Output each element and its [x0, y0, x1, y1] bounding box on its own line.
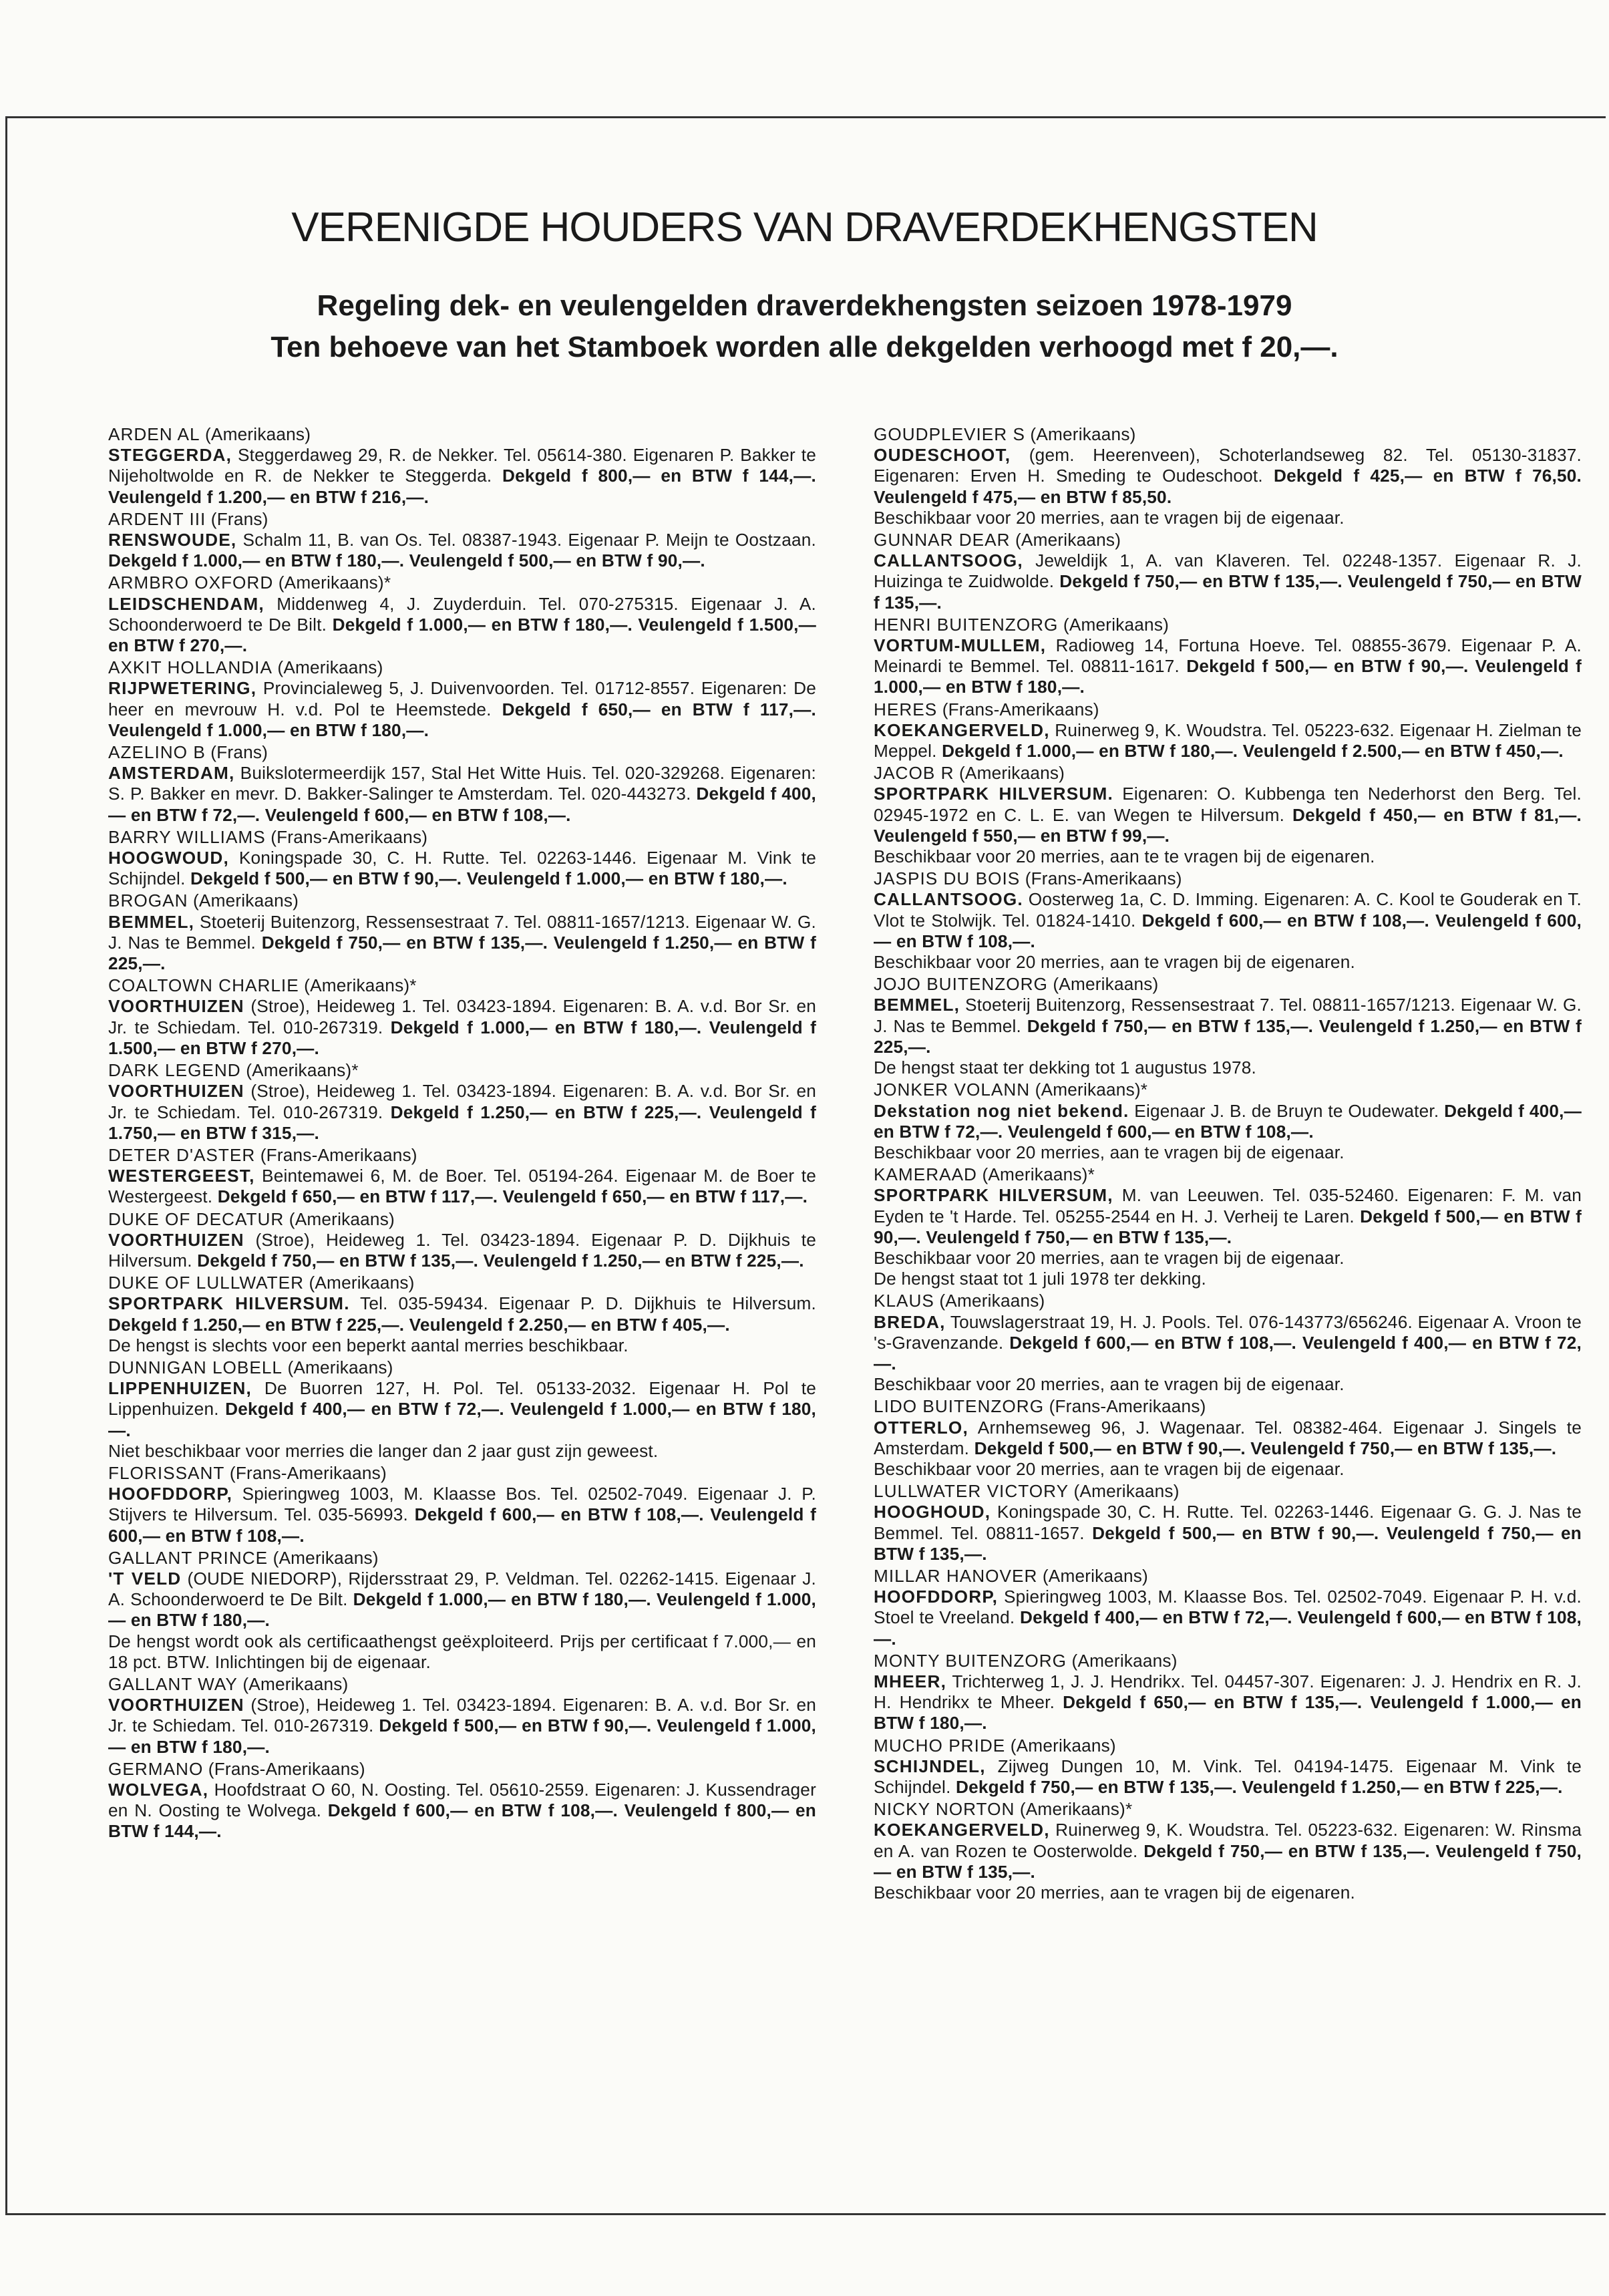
- stud-location: HOOGHOUD,: [874, 1502, 991, 1522]
- stud-details: De Buorren 127, H. Pol. Tel. 05133-2032. Eigenaar H. Pol te Lippenhuizen.: [108, 1378, 816, 1420]
- fee-details: Dekgeld f 600,— en BTW f 108,—. Veulengeld f 600,— en BTW f 108,—.: [874, 910, 1582, 951]
- entry-note: Beschikbaar voor 20 merries, aan te vragen bij de eigenaar.: [874, 1458, 1345, 1479]
- stallion-entry: [874, 1651, 1582, 1734]
- stallion-name: ARDENT III: [108, 508, 206, 529]
- stallion-name: HERES: [874, 699, 938, 719]
- stallion-name: DUNNIGAN LOBELL: [108, 1357, 283, 1377]
- stud-details: Ruinerweg 9, K. Woudstra. Tel. 05223-632. Eigenaren: W. Rinsma en A. van Rozen te Oosterwolde.: [874, 1820, 1582, 1861]
- stud-details: Arnhemseweg 96, J. Wagenaar. Tel. 08382-464. Eigenaar J. Singels te Amsterdam.: [874, 1417, 1582, 1458]
- stallion-name: MUCHO PRIDE: [874, 1735, 1006, 1756]
- stud-details: Steggerdaweg 29, R. de Nekker. Tel. 05614-380. Eigenaren P. Bakker te Nijeholtwolde en R. de Nekker te Steggerda.: [108, 445, 816, 486]
- stud-location: MHEER,: [874, 1671, 947, 1691]
- stallion-entry: [108, 827, 816, 890]
- stallion-name: AXKIT HOLLANDIA: [108, 657, 273, 678]
- stallion-origin: (Amerikaans): [277, 657, 383, 678]
- stud-details: Schalm 11, B. van Os. Tel. 08387-1943. Eigenaar P. Meijn te Oostzaan.: [242, 530, 816, 550]
- stud-location: BREDA,: [874, 1311, 946, 1332]
- entry-note: Beschikbaar voor 20 merries, aan te vragen bij de eigenaren.: [874, 1882, 1355, 1903]
- stallion-origin: (Frans-Amerikaans): [271, 826, 428, 847]
- stallion-name: KLAUS: [874, 1291, 934, 1311]
- stallion-origin: (Amerikaans): [309, 1273, 415, 1293]
- stallion-name: MILLAR HANOVER: [874, 1565, 1038, 1586]
- stallion-entry: [874, 1799, 1582, 1903]
- fee-details: Dekgeld f 750,— en BTW f 135,—. Veulengeld f 750,— en BTW f 135,—.: [874, 1840, 1582, 1882]
- stallion-entry: [874, 763, 1582, 867]
- stallion-origin: (Amerikaans): [1030, 424, 1136, 444]
- stallion-origin: (Frans): [210, 508, 269, 529]
- page-title: VERENIGDE HOUDERS VAN DRAVERDEKHENGSTEN: [291, 204, 1318, 251]
- stallion-origin: (Frans-Amerikaans): [208, 1758, 365, 1779]
- stud-details: (Stroe), Heideweg 1. Tel. 03423-1894. Eigenaren: B. A. v.d. Bor Sr. en Jr. te Schiedam. Tel. 010-267319.: [108, 996, 816, 1037]
- stallion-entry: [874, 1396, 1582, 1480]
- stud-location: WOLVEGA,: [108, 1780, 209, 1800]
- stallion-origin: (Amerikaans)*: [1035, 1080, 1148, 1100]
- stallion-origin: (Amerikaans): [287, 1357, 393, 1377]
- fee-details: Dekgeld f 750,— en BTW f 135,—. Veulengeld f 1.250,— en BTW f 225,—.: [197, 1250, 804, 1271]
- fee-details: Dekgeld f 500,— en BTW f 90,—. Veulengeld f 1.000,— en BTW f 180,—.: [108, 1715, 816, 1757]
- stud-location: VOORTHUIZEN: [108, 1695, 244, 1715]
- stallion-entry: [874, 1164, 1582, 1289]
- stallion-name: AZELINO B: [108, 742, 206, 763]
- stallion-origin: (Amerikaans): [958, 763, 1065, 784]
- fee-details: Dekgeld f 1.000,— en BTW f 180,—. Veulengeld f 1.500,— en BTW f 270,—.: [108, 1017, 816, 1058]
- stallion-name: DUKE OF LULLWATER: [108, 1273, 304, 1293]
- fee-details: Dekgeld f 750,— en BTW f 135,—. Veulengeld f 1.250,— en BTW f 225,—.: [108, 932, 816, 974]
- stallion-origin: (Amerikaans): [1073, 1481, 1180, 1502]
- stallion-entry: [108, 1060, 816, 1144]
- entry-note: De hengst wordt ook als certificaathengst geëxploiteerd. Prijs per certificaat f 7.000,— en 18 pct. BTW. Inlichtingen bij de eigenaar.: [108, 1631, 816, 1672]
- stallion-name: GOUDPLEVIER S: [874, 424, 1025, 444]
- stud-location: RENSWOUDE,: [108, 530, 237, 550]
- stallion-name: FLORISSANT: [108, 1462, 225, 1483]
- stud-location: CALLANTSOOG,: [874, 550, 1023, 571]
- fee-details: Dekgeld f 1.250,— en BTW f 225,—. Veulengeld f 2.250,— en BTW f 405,—.: [108, 1314, 730, 1335]
- stallion-origin: (Amerikaans): [939, 1291, 1045, 1311]
- stallion-origin: (Amerikaans): [1071, 1650, 1178, 1671]
- stud-details: Ruinerweg 9, K. Woudstra. Tel. 05223-632. Eigenaar H. Zielman te Meppel.: [874, 719, 1582, 762]
- stallion-entry: [108, 1463, 816, 1546]
- fee-details: Dekgeld f 400,— en BTW f 72,—. Veulengeld f 600,— en BTW f 108,—.: [108, 784, 816, 825]
- stallion-origin: (Amerikaans)*: [1019, 1799, 1133, 1820]
- stallion-origin: (Amerikaans): [1010, 1735, 1116, 1756]
- fee-details: Dekgeld f 500,— en BTW f 90,—. Veulengeld f 750,— en BTW f 135,—.: [874, 1522, 1582, 1564]
- fee-details: Dekgeld f 450,— en BTW f 81,—. Veulengeld f 550,— en BTW f 99,—.: [874, 804, 1582, 846]
- stallion-name: DARK LEGEND: [108, 1060, 241, 1081]
- stud-details: Koningspade 30, C. H. Rutte. Tel. 02263-1446. Eigenaar G. G. J. Nas te Bemmel. Tel. 08811-1657.: [874, 1502, 1582, 1543]
- stud-location: AMSTERDAM,: [108, 763, 235, 784]
- stallion-origin: (Amerikaans): [1015, 530, 1121, 550]
- stud-details: Buikslotermeerdijk 157, Stal Het Witte Huis. Tel. 020-329268. Eigenaren: S. P. Bakker en mevr. D. Bakker-Salinger te Amsterdam. Tel. 020-443273.: [108, 763, 816, 804]
- stallion-name: LIDO BUITENZORG: [874, 1396, 1045, 1417]
- stud-location: HOOFDDORP,: [874, 1587, 999, 1607]
- stallion-origin: (Amerikaans)*: [278, 572, 391, 593]
- fee-details: Dekgeld f 1.000,— en BTW f 180,—. Veulengeld f 2.500,— en BTW f 450,—.: [942, 741, 1564, 762]
- stud-location: VORTUM-MULLEM,: [874, 635, 1047, 656]
- stud-location: Dekstation nog niet bekend.: [874, 1100, 1129, 1121]
- stud-location: RIJPWETERING,: [108, 678, 257, 699]
- entry-note: De hengst is slechts voor een beperkt aantal merries beschikbaar.: [108, 1335, 629, 1355]
- stallion-name: GALLANT PRINCE: [108, 1547, 269, 1568]
- stallion-name: JONKER VOLANN: [874, 1080, 1031, 1100]
- fee-details: Dekgeld f 600,— en BTW f 108,—. Veulengeld f 600,— en BTW f 108,—.: [108, 1504, 816, 1546]
- stud-location: BEMMEL,: [874, 995, 960, 1015]
- stud-location: BEMMEL,: [108, 911, 195, 932]
- entry-note: Beschikbaar voor 20 merries, aan te vragen bij de eigenaren.: [874, 952, 1355, 973]
- stallion-origin: (Frans-Amerikaans): [942, 699, 1099, 719]
- stud-details: (Stroe), Heideweg 1. Tel. 03423-1894. Eigenaren: B. A. v.d. Bor Sr. en Jr. te Schiedam. Tel. 010-267319.: [108, 1695, 816, 1736]
- stallion-entry: [108, 1145, 816, 1208]
- stallion-origin: (Amerikaans): [192, 890, 299, 911]
- stallion-name: ARMBRO OXFORD: [108, 572, 274, 593]
- stud-details: Eigenaar J. B. de Bruyn te Oudewater.: [1134, 1100, 1439, 1121]
- fee-details: Dekgeld f 425,— en BTW f 76,50. Veulengeld f 475,— en BTW f 85,50.: [874, 466, 1582, 507]
- stud-location: SPORTPARK HILVERSUM.: [108, 1293, 350, 1314]
- stallion-origin: (Frans-Amerikaans): [260, 1144, 417, 1165]
- stallion-origin: (Amerikaans): [289, 1208, 395, 1229]
- stud-location: OUDESCHOOT,: [874, 445, 1011, 466]
- stud-location: LEIDSCHENDAM,: [108, 593, 264, 614]
- stallion-origin: (Frans): [210, 742, 269, 763]
- stallion-entry: [874, 868, 1582, 973]
- stallion-name: HENRI BUITENZORG: [874, 614, 1059, 635]
- stud-details: Provincialeweg 5, J. Duivenvoorden. Tel. 01712-8557. Eigenaren: De heer en mevrouw H. v.d. Pol te Heemstede.: [108, 678, 816, 719]
- stallion-entry: [108, 1273, 816, 1356]
- stud-location: WESTERGEEST,: [108, 1166, 255, 1186]
- subtitle-stamboek: Ten behoeve van het Stamboek worden alle dekgelden verhoogd met f 20,—.: [271, 331, 1338, 363]
- entry-note: Beschikbaar voor 20 merries, aan te te vragen bij de eigenaren.: [874, 846, 1375, 867]
- stallion-entry: [874, 530, 1582, 613]
- stallion-origin: (Frans-Amerikaans): [229, 1462, 387, 1483]
- stallion-origin: (Amerikaans): [1063, 614, 1170, 635]
- stud-details: Spieringweg 1003, M. Klaasse Bos. Tel. 02502-7049. Eigenaar J. P. Stijvers te Hilversum. Tel. 035-56993.: [108, 1484, 816, 1525]
- stallion-entry: [108, 975, 816, 1059]
- stud-details: Trichterweg 1, J. J. Hendrikx. Tel. 04457-307. Eigenaren: J. J. Hendrix en R. J. H. Hendrikx te Mheer.: [874, 1671, 1582, 1713]
- stallion-entry: [874, 1481, 1582, 1565]
- fee-details: Dekgeld f 1.000,— en BTW f 180,—. Veulengeld f 500,— en BTW f 90,—.: [108, 550, 705, 571]
- stud-details: Koningspade 30, C. H. Rutte. Tel. 02263-1446. Eigenaar M. Vink te Schijndel.: [108, 848, 816, 889]
- fee-details: Dekgeld f 650,— en BTW f 117,—. Veulengeld f 650,— en BTW f 117,—.: [217, 1186, 808, 1207]
- stallion-entry: [108, 1548, 816, 1673]
- stallion-name: JOJO BUITENZORG: [874, 974, 1048, 995]
- stud-location: SPORTPARK HILVERSUM,: [874, 1185, 1113, 1206]
- stallion-origin: (Amerikaans): [1053, 974, 1159, 995]
- stud-details: Hoofdstraat O 60, N. Oosting. Tel. 05610-2559. Eigenaren: J. Kussendrager en N. Oosting te Wolvega.: [108, 1780, 816, 1821]
- stud-location: HOOGWOUD,: [108, 848, 230, 868]
- fee-details: Dekgeld f 500,— en BTW f 90,—. Veulengeld f 750,— en BTW f 135,—.: [874, 1206, 1582, 1247]
- stallion-name: JASPIS DU BOIS: [874, 868, 1021, 889]
- stallion-entry: [108, 509, 816, 572]
- fee-details: Dekgeld f 400,— en BTW f 72,—. Veulengeld f 600,— en BTW f 108,—.: [874, 1100, 1582, 1142]
- stallion-entry: [874, 1566, 1582, 1649]
- stud-location: VOORTHUIZEN: [108, 1229, 244, 1250]
- fee-details: Dekgeld f 500,— en BTW f 90,—. Veulengeld f 1.000,— en BTW f 180,—.: [190, 868, 787, 889]
- stud-location: STEGGERDA,: [108, 445, 232, 466]
- stud-location: HOOFDDORP,: [108, 1484, 233, 1504]
- stud-details: (Stroe), Heideweg 1. Tel. 03423-1894. Eigenaren: B. A. v.d. Bor Sr. en Jr. te Schiedam. Tel. 010-267319.: [108, 1081, 816, 1122]
- entry-note: De hengst staat ter dekking tot 1 augustus 1978.: [874, 1057, 1257, 1078]
- stud-details: Stoeterij Buitenzorg, Ressensestraat 7. Tel. 08811-1657/1213. Eigenaar W. G. J. Nas te Bemmel.: [108, 911, 816, 953]
- fee-details: Dekgeld f 400,— en BTW f 72,—. Veulengeld f 1.000,— en BTW f 180,—.: [108, 1399, 816, 1440]
- stallion-entry: [108, 1209, 816, 1272]
- stallion-name: BROGAN: [108, 890, 188, 911]
- stallion-entry: [874, 424, 1582, 528]
- stallion-origin: (Amerikaans): [1042, 1565, 1148, 1586]
- stallion-name: GUNNAR DEAR: [874, 530, 1011, 550]
- stallion-name: COALTOWN CHARLIE: [108, 975, 299, 996]
- stallion-entry: [108, 572, 816, 656]
- stallion-entry: [874, 615, 1582, 698]
- stallion-entry: [108, 424, 816, 508]
- stallion-entry: [874, 1080, 1582, 1163]
- fee-details: Dekgeld f 1.250,— en BTW f 225,—. Veulengeld f 1.750,— en BTW f 315,—.: [108, 1102, 816, 1143]
- fee-details: Dekgeld f 500,— en BTW f 90,—. Veulengeld f 1.000,— en BTW f 180,—.: [874, 656, 1582, 697]
- fee-details: Dekgeld f 400,— en BTW f 72,—. Veulengeld f 600,— en BTW f 108,—.: [874, 1607, 1582, 1649]
- stallion-entry: [108, 657, 816, 741]
- stallion-name: LULLWATER VICTORY: [874, 1481, 1069, 1502]
- stud-location: OTTERLO,: [874, 1417, 968, 1438]
- entry-note: Beschikbaar voor 20 merries, aan te vragen bij de eigenaar.: [874, 507, 1345, 528]
- fee-details: Dekgeld f 600,— en BTW f 108,—. Veulengeld f 800,— en BTW f 144,—.: [108, 1800, 816, 1842]
- stallion-entry: [874, 699, 1582, 762]
- stallion-name: DETER D'ASTER: [108, 1144, 256, 1165]
- stallion-entry: [108, 742, 816, 826]
- stallion-name: KAMERAAD: [874, 1164, 977, 1185]
- entry-note: Niet beschikbaar voor merries die langer dan 2 jaar gust zijn geweest.: [108, 1440, 659, 1461]
- entry-note: Beschikbaar voor 20 merries, aan te vragen bij de eigenaar.: [874, 1374, 1345, 1395]
- stud-details: (Stroe), Heideweg 1. Tel. 03423-1894. Eigenaar P. D. Dijkhuis te Hilversum.: [108, 1229, 816, 1271]
- stallion-entry: [874, 1291, 1582, 1395]
- stud-details: Eigenaren: O. Kubbenga ten Nederhorst den Berg. Tel. 02945-1972 en C. L. E. van Wegen te Hilversum.: [874, 784, 1582, 825]
- stallion-name: MONTY BUITENZORG: [874, 1650, 1067, 1671]
- stallion-origin: (Amerikaans): [273, 1547, 379, 1568]
- stud-details: Oosterweg 1a, C. D. Imming. Eigenaren: A. C. Kool te Gouderak en T. Vlot te Stolwijk. Tel. 01824-1410.: [874, 889, 1582, 931]
- stud-details: Stoeterij Buitenzorg, Ressensestraat 7. Tel. 08811-1657/1213. Eigenaar W. G. J. Nas te Bemmel.: [874, 995, 1582, 1036]
- stud-location: SPORTPARK HILVERSUM.: [874, 784, 1114, 804]
- stallion-origin: (Amerikaans)*: [246, 1060, 359, 1081]
- stallion-entry: [874, 974, 1582, 1078]
- fee-details: Dekgeld f 750,— en BTW f 135,—. Veulengeld f 1.250,— en BTW f 225,—.: [874, 1015, 1582, 1057]
- stud-location: KOEKANGERVELD,: [874, 1820, 1050, 1840]
- stallion-origin: (Amerikaans): [205, 424, 311, 444]
- entry-note: Beschikbaar voor 20 merries, aan te vragen bij de eigenaar.: [874, 1142, 1345, 1162]
- stallion-name: ARDEN AL: [108, 424, 200, 444]
- stud-details: (gem. Heerenveen), Schoterlandseweg 82. Tel. 05130-31837. Eigenaren: Erven H. Smeding te Oudeschoot.: [874, 445, 1582, 486]
- entry-note: Beschikbaar voor 20 merries, aan te vragen bij de eigenaar.: [874, 1247, 1345, 1268]
- stud-details: M. van Leeuwen. Tel. 035-52460. Eigenaren: F. M. van Eyden te 't Harde. Tel. 05255-2544 en H. J. Verheij te Laren.: [874, 1185, 1582, 1226]
- stud-details: (OUDE NIEDORP), Rijdersstraat 29, P. Veldman. Tel. 02262-1415. Eigenaar J. A. Schoonderwoerd te De Bilt.: [108, 1568, 816, 1610]
- stud-location: KOEKANGERVELD,: [874, 719, 1050, 740]
- stud-details: Touwslagerstraat 19, H. J. Pools. Tel. 076-143773/656246. Eigenaar A. Vroon te 's-Gravenzande.: [874, 1311, 1582, 1353]
- stallion-entry: [874, 1736, 1582, 1798]
- stallion-name: DUKE OF DECATUR: [108, 1208, 285, 1229]
- stallion-entry: [108, 1357, 816, 1462]
- stud-location: 'T VELD: [108, 1568, 182, 1589]
- stud-location: LIPPENHUIZEN,: [108, 1378, 252, 1399]
- stallion-entry: [108, 890, 816, 974]
- fee-details: Dekgeld f 650,— en BTW f 135,—. Veulengeld f 1.000,— en BTW f 180,—.: [874, 1692, 1582, 1734]
- stallion-name: NICKY NORTON: [874, 1799, 1015, 1820]
- entry-note: De hengst staat tot 1 juli 1978 ter dekking.: [874, 1269, 1206, 1289]
- subtitle-season: Regeling dek- en veulengelden draverdekhengsten seizoen 1978-1979: [317, 289, 1292, 322]
- stud-details: Spieringweg 1003, M. Klaasse Bos. Tel. 02502-7049. Eigenaar P. H. v.d. Stoel te Vreeland.: [874, 1587, 1582, 1628]
- stallion-name: GERMANO: [108, 1758, 204, 1779]
- stud-details: Middenweg 4, J. Zuyderduin. Tel. 070-275315. Eigenaar J. A. Schoonderwoerd te De Bilt.: [108, 593, 817, 635]
- right-column: [874, 424, 1582, 1905]
- stud-location: SCHIJNDEL,: [874, 1756, 986, 1776]
- stud-location: CALLANTSOOG.: [874, 889, 1023, 910]
- fee-details: Dekgeld f 1.000,— en BTW f 180,—. Veulengeld f 1.500,— en BTW f 270,—.: [108, 614, 816, 656]
- stallion-entry: [108, 1759, 816, 1842]
- fee-details: Dekgeld f 750,— en BTW f 135,—. Veulengeld f 1.250,— en BTW f 225,—.: [956, 1777, 1563, 1797]
- stallion-name: JACOB R: [874, 763, 954, 784]
- fee-details: Dekgeld f 500,— en BTW f 90,—. Veulengeld f 750,— en BTW f 135,—.: [974, 1438, 1557, 1458]
- stallion-origin: (Amerikaans): [242, 1673, 349, 1694]
- fee-details: Dekgeld f 800,— en BTW f 144,—. Veulengeld f 1.200,— en BTW f 216,—.: [108, 466, 816, 507]
- left-column: [108, 424, 816, 1844]
- stud-details: Jeweldijk 1, A. van Klaveren. Tel. 02248-1357. Eigenaar R. J. Huizinga te Zuidwolde.: [874, 550, 1582, 592]
- stallion-name: GALLANT WAY: [108, 1673, 238, 1694]
- stallion-origin: (Amerikaans)*: [304, 975, 417, 996]
- stud-details: Beintemawei 6, M. de Boer. Tel. 05194-264. Eigenaar M. de Boer te Westergeest.: [108, 1166, 816, 1207]
- fee-details: Dekgeld f 650,— en BTW f 117,—. Veulengeld f 1.000,— en BTW f 180,—.: [108, 699, 816, 740]
- fee-details: Dekgeld f 1.000,— en BTW f 180,—. Veulengeld f 1.000,— en BTW f 180,—.: [108, 1589, 816, 1631]
- stud-details: Tel. 035-59434. Eigenaar P. D. Dijkhuis te Hilversum.: [360, 1293, 816, 1314]
- fee-details: Dekgeld f 600,— en BTW f 108,—. Veulengeld f 400,— en BTW f 72,—.: [874, 1332, 1582, 1373]
- fee-details: Dekgeld f 750,— en BTW f 135,—. Veulengeld f 750,— en BTW f 135,—.: [874, 571, 1582, 613]
- stud-details: Radioweg 14, Fortuna Hoeve. Tel. 08855-3679. Eigenaar P. A. Meinardi te Bemmel. Tel. 08811-1617.: [874, 635, 1582, 677]
- stallion-name: BARRY WILLIAMS: [108, 826, 266, 847]
- stallion-origin: (Amerikaans)*: [982, 1164, 1095, 1185]
- stallion-entry: [108, 1674, 816, 1758]
- stud-location: VOORTHUIZEN: [108, 996, 244, 1017]
- stallion-origin: (Frans-Amerikaans): [1025, 868, 1182, 889]
- stud-details: Zijweg Dungen 10, M. Vink. Tel. 04194-1475. Eigenaar M. Vink te Schijndel.: [874, 1756, 1582, 1797]
- stud-location: VOORTHUIZEN: [108, 1081, 244, 1102]
- stallion-origin: (Frans-Amerikaans): [1049, 1396, 1206, 1417]
